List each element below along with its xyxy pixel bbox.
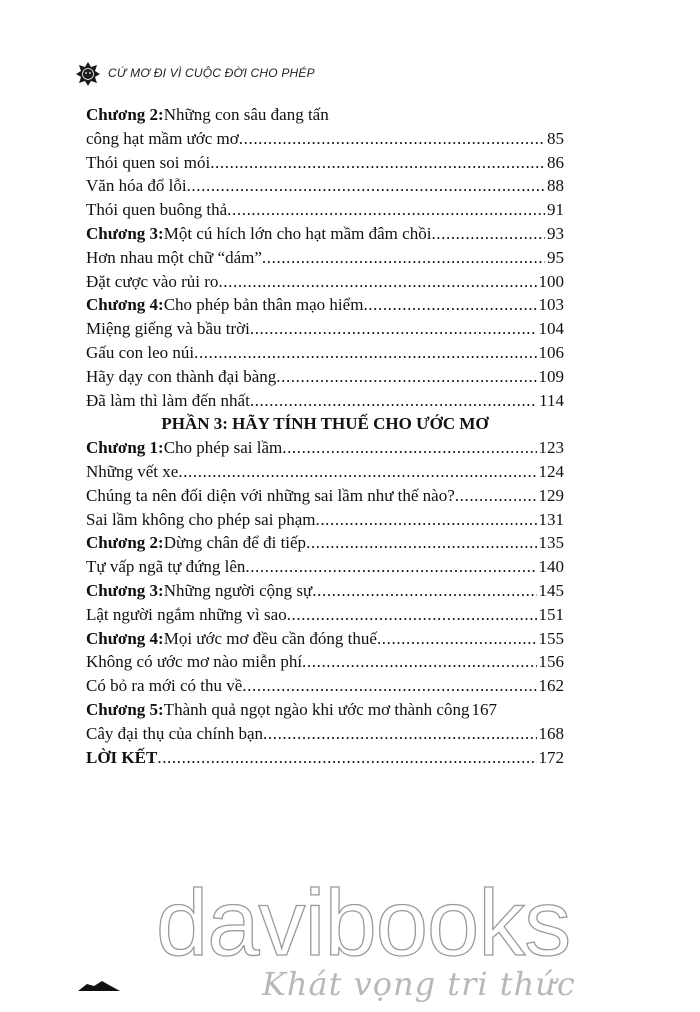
dot-leader [455,484,537,508]
toc-entry-title: Cây đại thụ của chính bạn [86,723,264,743]
toc-entry[interactable] [86,698,564,722]
dot-leader [312,579,536,603]
dot-leader [250,389,537,413]
header-title: CỨ MƠ ĐI VÌ CUỘC ĐỜI CHO PHÉP [108,66,315,80]
toc-entry[interactable] [86,389,564,413]
toc-entry-page: 123 [538,438,564,458]
dot-leader [377,627,537,651]
toc-entry-title: Một cú hích lớn cho hạt mầm đâm chồi [163,223,432,243]
toc-entry[interactable] [86,674,564,698]
dot-leader [187,174,545,198]
dot-leader [210,151,545,175]
toc-entry-page: 156 [538,652,564,672]
toc-entry-label: Chương 3: [86,223,164,243]
toc-entry-page: 135 [538,533,564,553]
toc-entry-title: Chúng ta nên đối diện với những sai lầm như thế nào? [86,485,455,505]
toc-entry[interactable] [86,460,564,484]
toc-entry-title: Văn hóa đổ lỗi [86,176,187,196]
dot-leader [263,722,536,746]
dot-leader [306,531,536,555]
toc-entry-page: 172 [538,747,564,767]
toc-entry-page: 155 [538,628,564,648]
toc-entry[interactable] [86,317,564,341]
watermark-tagline: Khát vọng tri thức [262,965,576,1003]
toc-entry-page: 129 [538,485,564,505]
toc-entry-label: Chương 1: [86,438,164,458]
toc-entry-title: Có bỏ ra mới có thu về [86,676,243,696]
toc-entry-page: 91 [547,200,564,220]
toc-entry-page: 88 [547,176,564,196]
toc-entry-page: 168 [538,723,564,743]
toc-entry-label: LỜI KẾT [86,747,158,767]
toc-entry[interactable] [86,627,564,651]
toc-entry-title: Những con sâu đang tấn [163,105,329,124]
toc-entry-page: 145 [538,580,564,600]
toc-entry-title: Dừng chân để đi tiếp [163,533,307,553]
toc-entry[interactable] [86,198,564,222]
toc-entry-title: Thành quả ngọt ngào khi ước mơ thành công [163,699,470,719]
dot-leader [178,460,536,484]
toc-entry-page: 100 [538,271,564,291]
toc-entry-page: 124 [538,461,564,481]
toc-entry-title: Không có ước mơ nào miễn phí [86,652,303,672]
table-of-contents [86,103,564,769]
page-corner-ornament-icon [78,980,120,992]
dot-leader [282,436,536,460]
dot-leader [363,293,536,317]
toc-entry-page: 114 [539,390,564,410]
dot-leader [245,555,536,579]
toc-entry[interactable] [86,722,564,746]
toc-entry-page: 131 [538,509,564,529]
dot-leader [194,341,536,365]
dot-leader [239,127,545,151]
toc-entry-title: Hơn nhau một chữ “dám” [86,247,262,267]
toc-entry-page: 140 [538,557,564,577]
toc-entry[interactable] [86,174,564,198]
toc-entry-page: 162 [538,676,564,696]
dot-leader [431,222,545,246]
toc-entry-title: Sai lầm không cho phép sai phạm [86,509,316,529]
dot-leader [157,746,536,770]
toc-entry[interactable] [86,127,564,151]
dot-leader [262,246,545,270]
toc-entry-title: Thói quen buông thả [86,200,228,220]
toc-entry[interactable] [86,746,564,770]
dot-leader [242,674,536,698]
toc-entry[interactable] [86,103,564,127]
toc-entry-title: Hãy dạy con thành đại bàng [86,366,277,386]
toc-entry-page: 151 [538,604,564,624]
toc-entry-title: Cho phép bản thân mạo hiểm [163,295,364,315]
toc-entry-label: Chương 2: [86,105,164,124]
dot-leader [302,650,536,674]
toc-entry-label: Chương 5: [86,699,164,719]
toc-entry-label: Chương 4: [86,628,164,648]
dot-leader [250,317,537,341]
toc-entry-label: Chương 4: [86,295,164,315]
dot-leader [315,508,536,532]
star-emblem-icon [76,62,100,86]
toc-entry-title: Thói quen soi mói [86,152,211,172]
toc-entry-title: Những vết xe [86,461,179,481]
toc-entry[interactable] [86,293,564,317]
toc-entry-title: Gấu con leo núi [86,342,195,362]
dot-leader [227,198,545,222]
toc-entry[interactable] [86,436,564,460]
toc-entry[interactable] [86,579,564,603]
toc-entry-title: Lật người ngắm những vì sao [86,604,287,624]
toc-entry-title: Cho phép sai lầm [163,438,283,458]
toc-entry-label: Chương 2: [86,533,164,553]
toc-entry[interactable] [86,341,564,365]
dot-leader [287,603,537,627]
toc-entry-title: công hạt mầm ước mơ [86,128,239,148]
toc-entry[interactable] [86,270,564,294]
toc-entry-label: Chương 3: [86,580,164,600]
toc-entry-page: 104 [538,319,564,339]
toc-entry[interactable] [86,508,564,532]
toc-entry-page: 106 [538,342,564,362]
toc-entry[interactable] [86,484,564,508]
toc-entry-title: Mọi ước mơ đều cần đóng thuế [163,628,377,648]
toc-entry-page: 167 [471,699,497,719]
toc-entry-page: 86 [547,152,564,172]
toc-entry-page: 109 [538,366,564,386]
watermark-brand: davibooks [156,870,571,975]
toc-entry[interactable] [86,151,564,175]
dot-leader [276,365,536,389]
toc-entry[interactable] [86,222,564,246]
toc-entry-title: Tự vấp ngã tự đứng lên [86,557,246,577]
toc-entry[interactable] [86,531,564,555]
toc-entry[interactable] [86,246,564,270]
toc-entry-title: Miệng giếng và bầu trời [86,319,250,339]
toc-entry-page: 103 [538,295,564,315]
toc-entry-page: 93 [547,223,564,243]
toc-entry-title: Những người cộng sự [163,580,313,600]
toc-entry[interactable] [86,555,564,579]
toc-entry-title: Đã làm thì làm đến nhất [86,390,250,410]
dot-leader [218,270,536,294]
toc-entry[interactable] [86,603,564,627]
toc-entry-title: Đặt cược vào rủi ro [86,271,219,291]
toc-entry-page: 85 [547,128,564,148]
toc-entry-page: 95 [547,247,564,267]
part-heading: PHẦN 3: HÃY TÍNH THUẾ CHO ƯỚC MƠ [161,414,489,434]
toc-entry[interactable] [86,365,564,389]
toc-entry[interactable] [86,650,564,674]
